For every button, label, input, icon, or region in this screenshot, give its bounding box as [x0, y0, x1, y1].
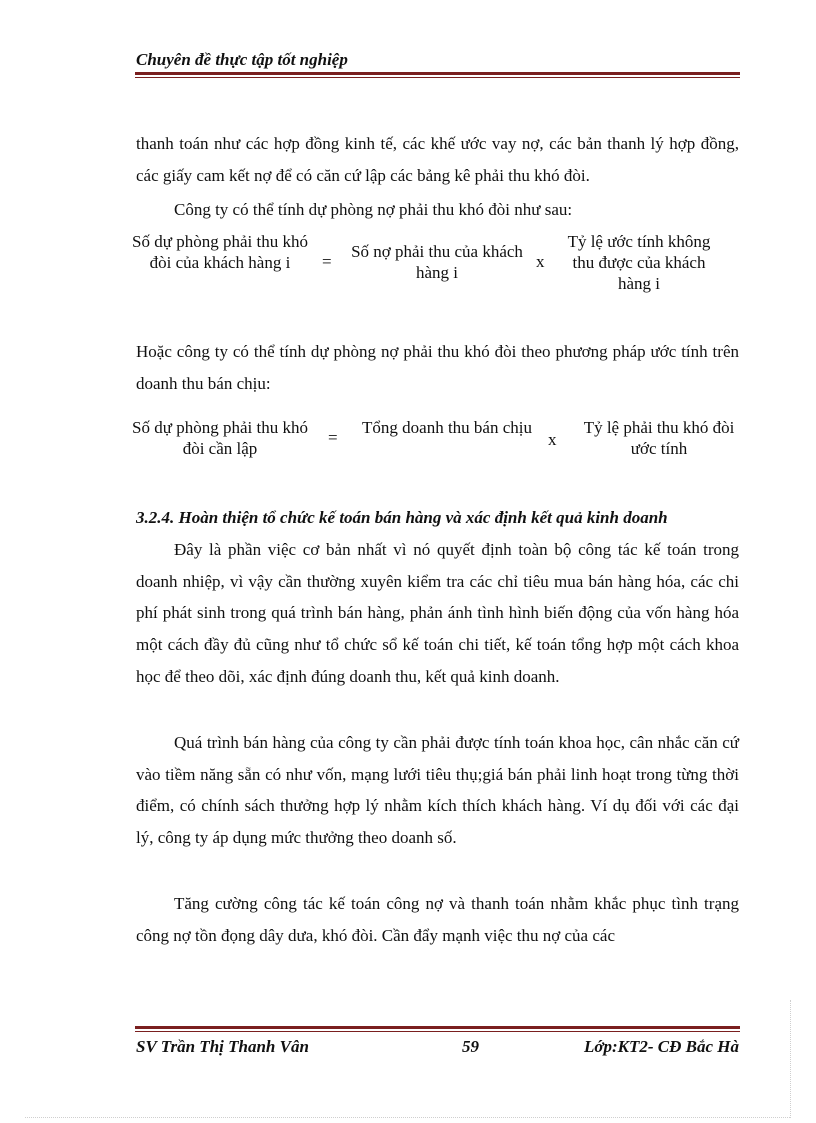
formula-2-middle: Tổng doanh thu bán chịu	[362, 418, 532, 437]
section-heading: 3.2.4. Hoàn thiện tổ chức kế toán bán hàng và xác định kết quả kinh doanh	[136, 508, 668, 527]
paragraph-3: Hoặc công ty có thể tính dự phòng nợ phải thu khó đòi theo phương pháp ước tính trên doanh thu bán chịu:	[136, 342, 739, 393]
page-header-title: Chuyên đề thực tập tốt nghiệp	[136, 50, 348, 69]
formula-2-equals: =	[328, 428, 338, 447]
page-border-bottom	[25, 1117, 790, 1118]
formula-1-times: x	[536, 252, 545, 271]
paragraph-5: Quá trình bán hàng của công ty cần phải được tính toán khoa học, cân nhắc căn cứ vào tiềm năng sẵn có như vốn, mạng lưới tiêu thụ;giá bán phải linh hoạt trong từng thời điểm, có chính sách thưởng hợp lý nhằm kích thích khách hàng. Ví dụ đối với các đại lý, công ty áp dụng mức thưởng theo doanh số.	[136, 733, 739, 848]
formula-2-right: Tỷ lệ phải thu khó đòi ước tính	[583, 418, 735, 458]
page-border-right	[790, 1000, 791, 1118]
formula-2-times: x	[548, 430, 557, 449]
formula-2-left: Số dự phòng phải thu khó đòi cần lập	[132, 418, 308, 458]
formula-1-left: Số dự phòng phải thu khó đòi của khách hàng i	[132, 232, 308, 272]
footer-class-name: Lớp:KT2- CĐ Bắc Hà	[583, 1037, 739, 1056]
formula-1-middle: Số nợ phải thu của khách hàng i	[351, 242, 523, 282]
header-rule	[135, 72, 740, 78]
footer-rule	[135, 1026, 740, 1032]
footer-page-number: 59	[462, 1037, 479, 1056]
footer-student-name: SV Trần Thị Thanh Vân	[136, 1037, 309, 1056]
paragraph-1: thanh toán như các hợp đồng kinh tế, các khế ước vay nợ, các bản thanh lý hợp đồng, các giấy cam kết nợ để có căn cứ lập các bảng kê phải thu khó đòi.	[136, 134, 739, 185]
formula-1-equals: =	[322, 252, 332, 271]
paragraph-6: Tăng cường công tác kế toán công nợ và thanh toán nhằm khắc phục tình trạng công nợ tồn đọng dây dưa, khó đòi. Cần đẩy mạnh việc thu nợ của các	[136, 894, 739, 945]
paragraph-2: Công ty có thể tính dự phòng nợ phải thu khó đòi như sau:	[174, 200, 573, 219]
paragraph-4: Đây là phần việc cơ bản nhất vì nó quyết định toàn bộ công tác kế toán trong doanh nhiệp, vì vậy cần thường xuyên kiểm tra các chỉ tiêu mua bán hàng hóa, các chi phí phát sinh trong quá trình bán hàng, phản ánh tình hình biến động của vốn hàng hóa một cách đầy đủ cũng như tổ chức sổ kế toán chi tiết, kế toán tổng hợp một cách khoa học để theo dõi, xác định đúng doanh thu, kết quả kinh doanh.	[136, 540, 739, 686]
formula-1-right: Tỷ lệ ước tính không thu được của khách hàng i	[567, 232, 711, 293]
